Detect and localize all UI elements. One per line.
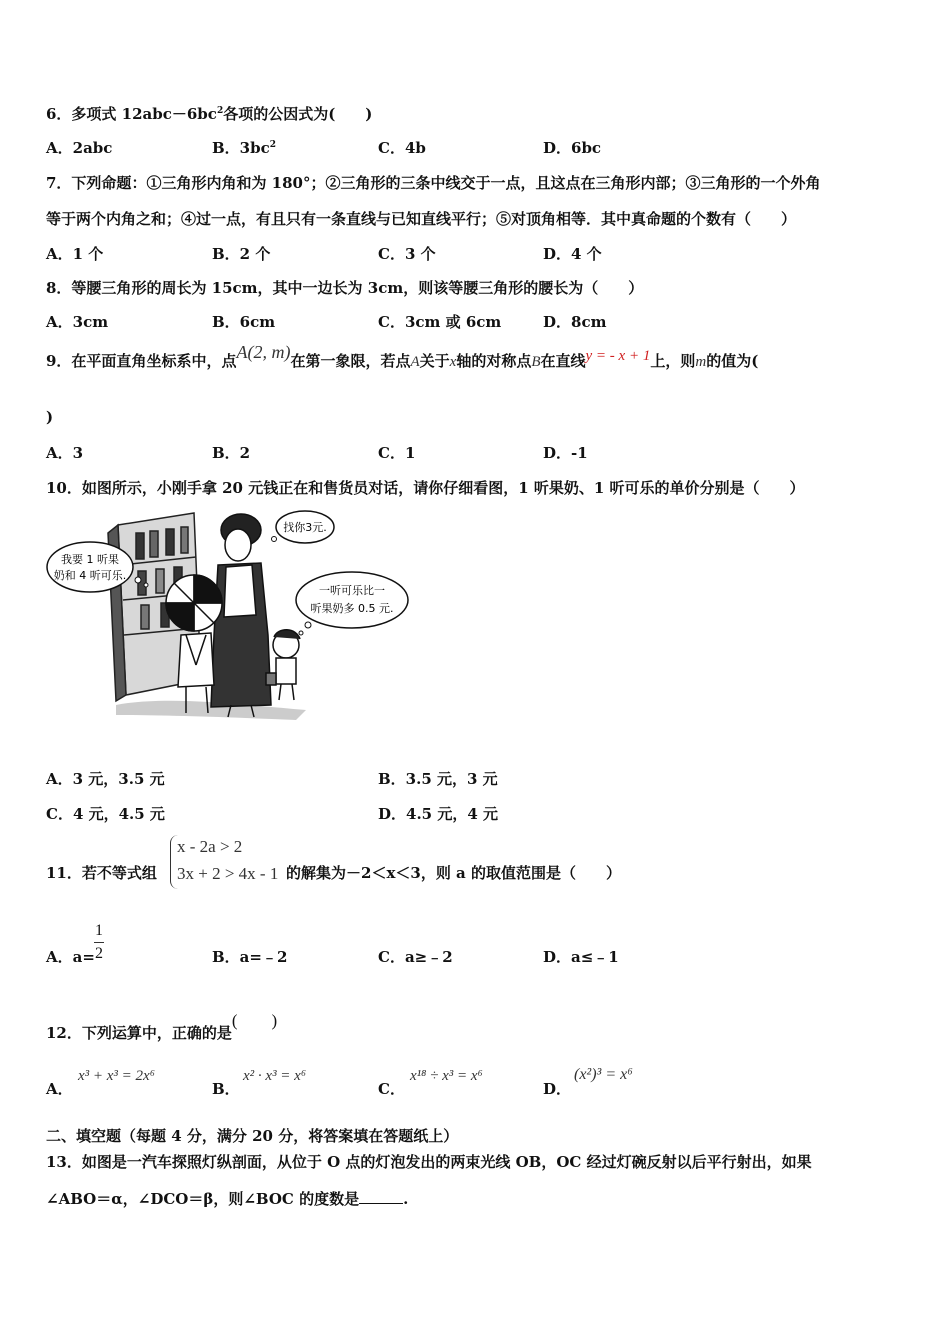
q13-answer-blank[interactable] <box>359 1191 403 1204</box>
q9-option-d[interactable]: D．-1 <box>543 444 588 462</box>
q11-option-c[interactable]: C．a≥﹣2 <box>378 948 453 966</box>
q6-stem: 6．多项式 $12abc-6bc^2$各项的公因式为( ) <box>46 105 373 123</box>
q7-stem-line2: 等于两个内角之和；④过一点，有且只有一条直线与已知直线平行；⑤对顶角相等．其中真命题的个数有（ ） <box>46 210 797 228</box>
q12-expr-d: (x²)³ = x⁶ <box>574 1066 633 1083</box>
section-heading-fill-in: 二、填空题（每题 4 分，满分 20 分，将答案填在答题纸上） <box>46 1127 459 1145</box>
q9-close-paren: ) <box>46 408 54 426</box>
q7-stem-line1: 7．下列命题：①三角形内角和为 180°；②三角形的三条中线交于一点，且这点在三角形内部；③三角形的一个外角 <box>46 174 821 192</box>
small-boy-figure <box>266 630 300 700</box>
q7-option-a[interactable]: A．1 个 <box>46 245 104 263</box>
q8-stem: 8．等腰三角形的周长为 15cm，其中一边长为 3cm，则该等腰三角形的腰长为（ ） <box>46 279 644 297</box>
bubble-left-text-2: 奶和 4 听可乐. <box>53 569 127 582</box>
q8-option-c[interactable]: C．3cm 或 6cm <box>378 313 502 331</box>
q12-stem: 12．下列运算中，正确的是( ) <box>46 1011 278 1042</box>
q9-option-a[interactable]: A．3 <box>46 444 84 462</box>
q12-option-c[interactable]: C． <box>378 1080 405 1098</box>
q12-option-d[interactable]: D． <box>543 1080 572 1098</box>
q10-cartoon-illustration <box>46 505 411 730</box>
q13-stem-line2: ∠ABO＝α，∠DCO＝β，则∠BOC 的度数是 . <box>46 1190 409 1208</box>
speech-bubble-right <box>296 572 408 635</box>
q9-option-c[interactable]: C．1 <box>378 444 416 462</box>
q11-inequality-system <box>170 835 278 889</box>
q9-stem: 9．在平面直角坐标系中，点A(2, m)在第一象限，若点A关于x轴的对称点B在直线y = - x + 1上，则m的值为( <box>46 342 759 370</box>
q11-prefix: 11．若不等式组 <box>46 864 157 882</box>
q7-option-c[interactable]: C．3 个 <box>378 245 436 263</box>
q9-option-b[interactable]: B．2 <box>212 444 251 462</box>
q13-stem-line1: 13．如图是一汽车探照灯纵剖面，从位于 O 点的灯泡发出的两束光线 OB，OC 经过灯碗反射以后平行射出，如果 <box>46 1153 812 1171</box>
saleswoman-figure <box>211 514 271 717</box>
q8-option-d[interactable]: D．8cm <box>543 313 607 331</box>
q12-option-b[interactable]: B． <box>212 1080 240 1098</box>
q11-inequality-2: 3x + 2 > 4x - 1 <box>177 864 279 883</box>
q12-expr-b: x² · x³ = x⁶ <box>243 1068 307 1084</box>
q12-expr-c: x¹⁸ ÷ x³ = x⁶ <box>410 1068 483 1084</box>
q11-fraction-one-half: 1 2 <box>95 922 103 962</box>
speech-bubble-top <box>272 511 335 543</box>
q12-expr-a: x³ + x³ = 2x⁶ <box>78 1068 155 1084</box>
q9-point-a: A(2, m) <box>236 342 291 362</box>
q6-option-a[interactable]: A．2abc <box>46 139 113 157</box>
q6-option-d[interactable]: D．6bc <box>543 139 602 157</box>
q12-option-a[interactable]: A． <box>46 1080 73 1098</box>
q10-option-c[interactable]: C．4 元，4.5 元 <box>46 805 165 823</box>
q11-option-b[interactable]: B．a=﹣2 <box>212 948 288 966</box>
q11-option-d[interactable]: D．a≤﹣1 <box>543 948 619 966</box>
q10-option-a[interactable]: A．3 元，3.5 元 <box>46 770 165 788</box>
q8-option-a[interactable]: A．3cm <box>46 313 109 331</box>
q7-option-b[interactable]: B．2 个 <box>212 245 271 263</box>
bubble-right-text-1: 一听可乐比一 <box>319 584 385 597</box>
q9-line-equation: y = - x + 1 <box>585 348 651 364</box>
q11-suffix: 的解集为－2＜x＜3，则 a 的取值范围是（ ） <box>286 864 621 882</box>
bubble-top-text: 找你3元. <box>283 521 327 534</box>
q11-option-a[interactable]: A．a= <box>46 948 95 966</box>
q10-stem: 10．如图所示，小刚手拿 20 元钱正在和售货员对话，请你仔细看图，1 听果奶、1 听可乐的单价分别是（ ） <box>46 479 805 497</box>
q7-option-d[interactable]: D．4 个 <box>543 245 602 263</box>
bubble-left-text-1: 我要 1 听果 <box>61 553 119 566</box>
q8-option-b[interactable]: B．6cm <box>212 313 276 331</box>
q11-inequality-1: x - 2a > 2 <box>177 837 243 856</box>
q10-option-b[interactable]: B．3.5 元，3 元 <box>378 770 498 788</box>
bubble-right-text-2: 听果奶多 0.5 元. <box>310 602 394 615</box>
q6-option-c[interactable]: C．4b <box>378 139 426 157</box>
q6-option-b[interactable]: B．$3bc^2$ <box>212 139 277 157</box>
q10-option-d[interactable]: D．4.5 元，4 元 <box>378 805 498 823</box>
